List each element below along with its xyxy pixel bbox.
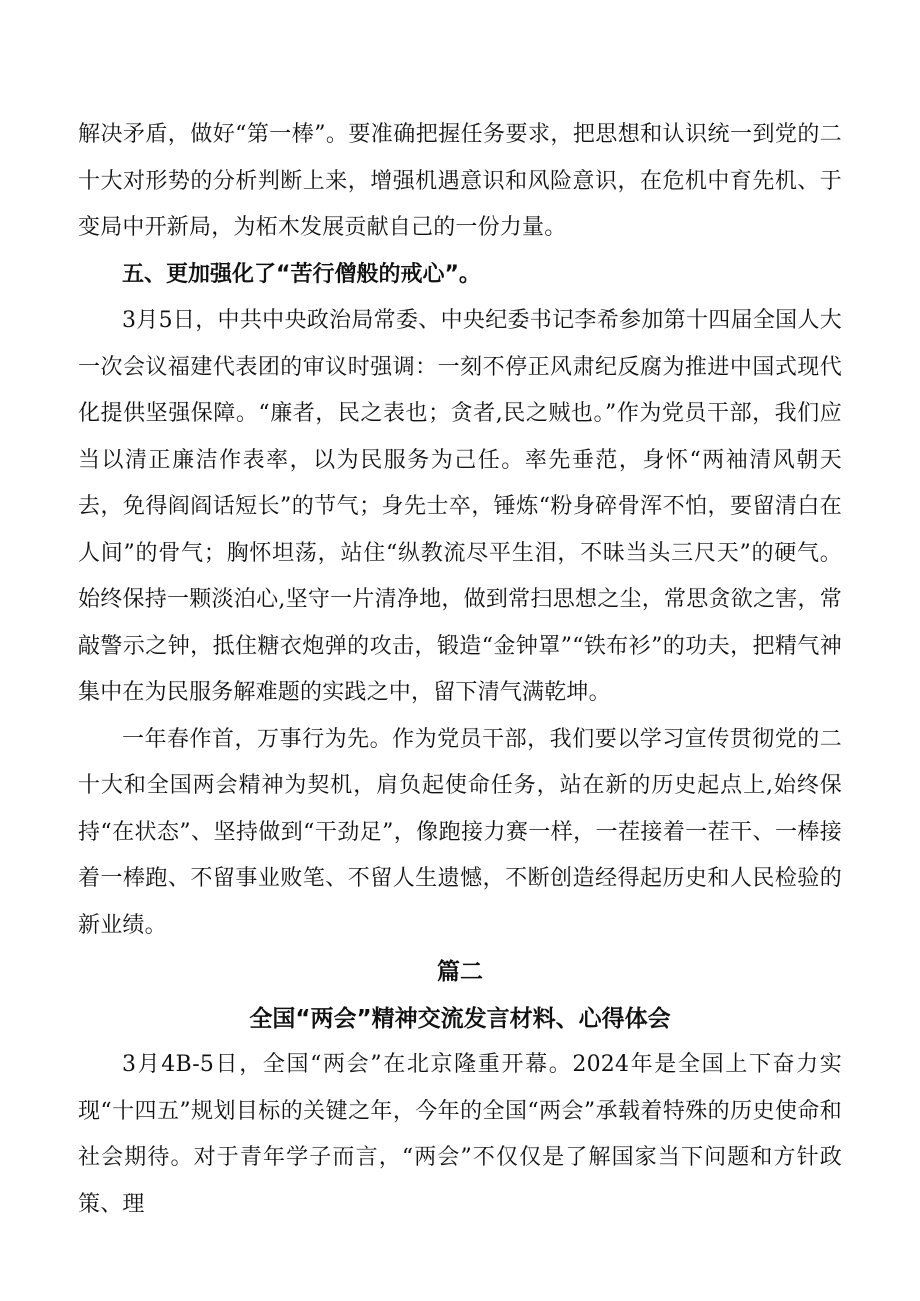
section-heading-five: 五、更加强化了“苦行僧般的戒心”。	[122, 261, 481, 287]
paragraph-integrity: 3月5日，中共中央政治局常委、中央纪委书记李希参加第十四届全国人大一次会议福建代表团的审议时强调：一刻不停正风肃纪反腐为推进中国式现代化提供坚强保障。“廉者，民之表也；贪者,民之贼也。”作为党员干部，我们应当以清正廉洁作表率，以为民服务为己任。率先垂范，身怀“两袖清风朝天去，免得阎阎话短长”的节气；身先士卒，锤炼“粉身碎骨浑不怕，要留清白在人间”的骨气；胸怀坦荡，站住“纵教流尽平生泪，不昧当头三尺天”的硬气。始终保持一颗淡泊心,坚守一片清净地，做到常扫思想之尘，常思贪欲之害，常敲警示之钟，抵住糖衣炮弹的攻击，锻造“金钟罩”“铁布衫”的功夫，把精气神集中在为民服务解难题的实践之中，留下清气满乾坤。	[78, 308, 842, 705]
document-page	[78, 112, 842, 1228]
paragraph-two-sessions-intro: 3月4B-5日，全国“两会”在北京隆重开幕。2024年是全国上下奋力实现“十四五”规划目标的关键之年，今年的全国“两会”承载着特殊的历史使命和社会期待。对于青年学子而言，“两会”不仅仅是了解国家当下问题和方针政策、理	[78, 1052, 842, 1217]
part-subtitle: 全国“两会”精神交流发言材料、心得体会	[249, 1005, 671, 1032]
paragraph-conclusion: 一年春作首，万事行为先。作为党员干部，我们要以学习宣传贯彻党的二十大和全国两会精神为契机，肩负起使命任务，站在新的历史起点上,始终保持“在状态”、坚持做到“干劲足”，像跑接力赛一样，一茬接着一茬干、一棒接着一棒跑、不留事业败笔、不留人生遗憾，不断创造经得起历史和人民检验的新业绩。	[78, 726, 842, 938]
part-title: 篇二	[437, 959, 483, 985]
paragraph-continuation: 解决矛盾，做好“第一棒”。要准确把握任务要求，把思想和认识统一到党的二十大对形势的分析判断上来，增强机遇意识和风险意识，在危机中育先机、于变局中开新局，为柘木发展贡献自己的一份力量。	[78, 122, 842, 240]
